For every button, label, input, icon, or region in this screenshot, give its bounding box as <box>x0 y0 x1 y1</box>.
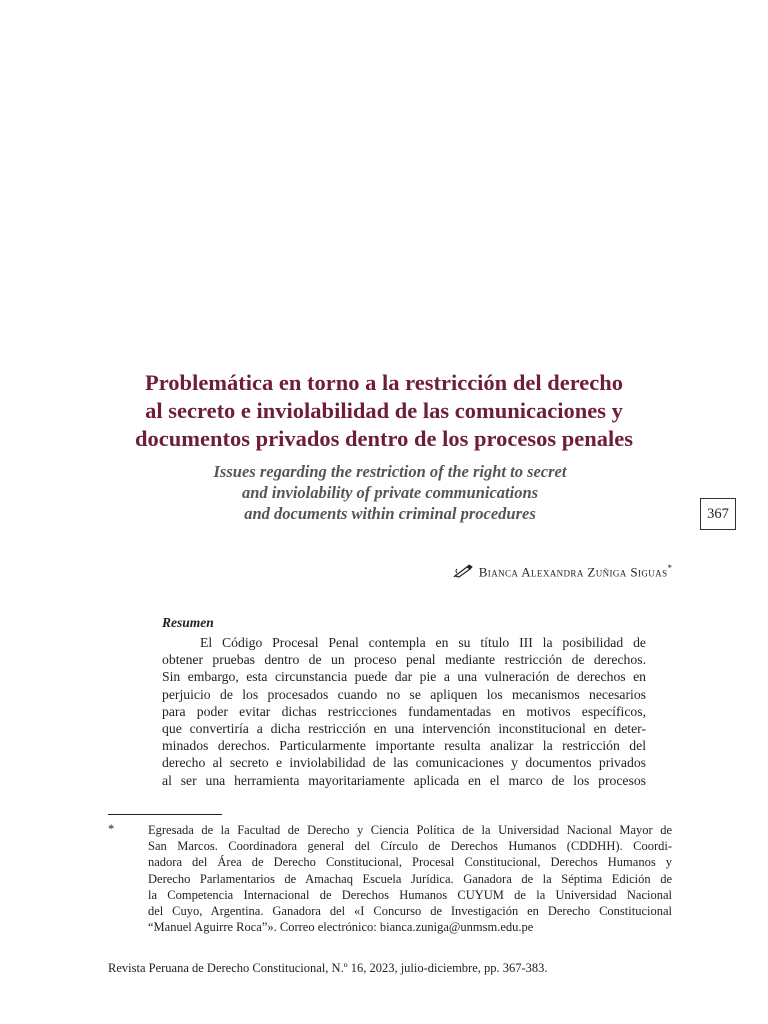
footnote-separator <box>108 814 222 815</box>
abstract-line: El Código Procesal Penal contempla en su título III la posibilidad de <box>200 635 646 650</box>
abstract-line: perjuicio de los procesados cuando no se apliquen los mecanismos necesarios <box>162 686 646 702</box>
abstract-line: que convertiría a dicha restricción en una intervención inconstitucional en deter- <box>162 721 646 737</box>
article-subtitle-english <box>140 461 640 524</box>
footnote-line: Egresada de la Facultad de Derecho y Ciencia Política de la Universidad Nacional Mayor de <box>148 823 672 837</box>
abstract-line: derecho al secreto e inviolabilidad de las comunicaciones y documentos privados <box>162 755 646 771</box>
author-name: Bianca Alexandra Zuñiga Siguas <box>478 564 668 580</box>
title-line: Problemática en torno a la restricción del derecho <box>144 370 624 395</box>
footnote-line: nadora del Área de Derecho Constitucional, Procesal Constitucional, Derechos Humanos y <box>148 855 672 870</box>
footnote-line: del Cuyo, Argentina. Ganadora del «I Concurso de Investigación en Derecho Constitucional <box>148 904 672 919</box>
footnote-line: la Competencia Internacional de Derechos Humanos CUYUM de la Universidad Nacional <box>148 887 672 902</box>
footnote-line: “Manuel Aguirre Roca”». Correo electrónico: bianca.zuniga@unmsm.edu.pe <box>148 920 534 935</box>
page-number: 367 <box>700 498 736 530</box>
abstract-line: Sin embargo, esta circunstancia puede dar pie a una vulneración de derechos en <box>162 669 646 685</box>
footnote-line: San Marcos. Coordinadora general del Círculo de Derechos Humanos (CDDHH). Coordi- <box>148 839 672 854</box>
abstract-line: obtener pruebas dentro de un proceso penal mediante restricción de derechos. <box>162 652 646 668</box>
abstract-line: para poder evitar dichas restricciones fundamentadas en motivos específicos, <box>162 703 646 719</box>
pen-writing-icon <box>453 564 473 578</box>
author-footnote-mark: * <box>667 563 672 573</box>
subtitle-line: and documents within criminal procedures <box>244 504 536 523</box>
footnote-line: Derecho Parlamentarios de Amachaq Escuela Jurídica. Ganadora de la Séptima Edición de <box>148 871 672 886</box>
subtitle-line: Issues regarding the restriction of the right to secret <box>213 462 567 481</box>
abstract-body <box>162 634 646 789</box>
abstract-line: al ser una herramienta mayoritariamente aplicada en el marco de los procesos <box>162 772 646 788</box>
title-line: al secreto e inviolabilidad de las comunicaciones y <box>145 398 623 423</box>
footnote-mark: * <box>108 822 115 836</box>
article-title <box>100 369 668 453</box>
abstract-heading: Resumen <box>162 615 214 630</box>
journal-citation: Revista Peruana de Derecho Constitucional, N.º 16, 2023, julio-diciembre, pp. 367-383. <box>108 961 548 975</box>
title-line: documentos privados dentro de los procesos penales <box>135 426 633 451</box>
subtitle-line: and inviolability of private communications <box>241 483 539 502</box>
author-footnote <box>148 822 672 935</box>
author-line <box>453 563 672 580</box>
abstract-line: minados derechos. Particularmente importante resulta analizar la restricción del <box>162 738 646 754</box>
